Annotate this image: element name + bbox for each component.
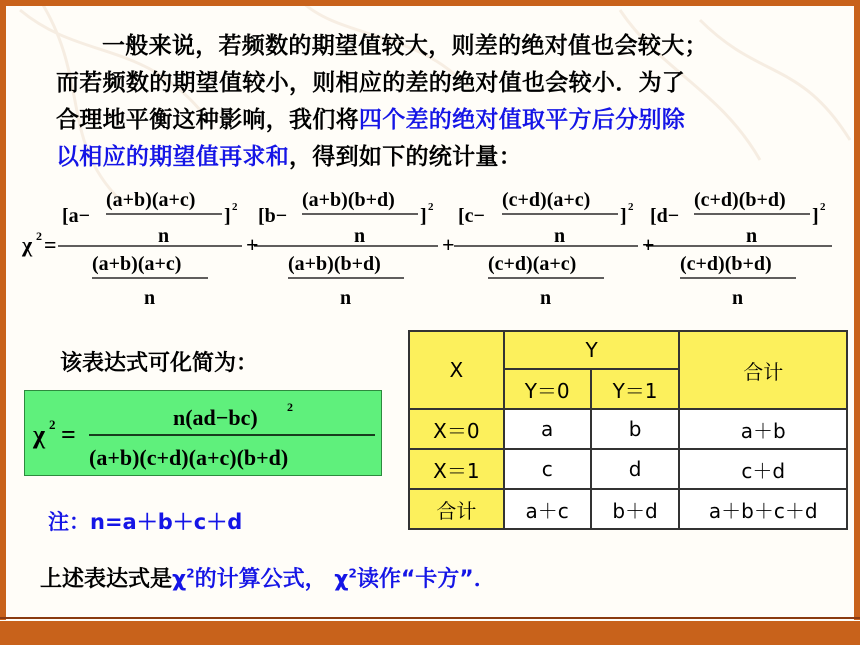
term-4-inner-denominator: n bbox=[746, 225, 758, 247]
term-1-power: 2 bbox=[232, 201, 238, 213]
bottom-sentence bbox=[40, 562, 496, 593]
cell-b: b bbox=[591, 409, 680, 449]
formula-equals: = bbox=[44, 232, 57, 257]
para-line-4: ，得到如下的统计量： bbox=[289, 144, 522, 170]
term-1-inner-numerator: (a+b)(a+c) bbox=[106, 189, 196, 211]
para-line-3-highlight: 四个差的绝对值取平方后分别除 bbox=[358, 107, 686, 133]
term-4-close: ] bbox=[812, 205, 819, 227]
formula-chi: χ bbox=[22, 232, 33, 257]
cell-grand-total: a＋b＋c＋d bbox=[679, 489, 847, 529]
bottom-sup-1: 2 bbox=[186, 566, 195, 581]
term-1-close: ] bbox=[224, 205, 231, 227]
term-2-inner-denominator: n bbox=[354, 225, 366, 247]
simplified-chi: χ bbox=[33, 420, 46, 449]
term-2-outer-denominator: n bbox=[340, 287, 352, 309]
cell-total-y0: a＋c bbox=[504, 489, 591, 529]
formula-chi-sup: 2 bbox=[36, 229, 42, 243]
row-label-total: 合计 bbox=[409, 489, 504, 529]
cell-total-y1: b＋d bbox=[591, 489, 680, 529]
simplified-numerator-sup: 2 bbox=[287, 400, 293, 414]
para-line-1: 一般来说，若频数的期望值较大，则差的绝对值也会较大； bbox=[102, 33, 708, 59]
simplified-formula-box bbox=[24, 390, 382, 476]
bottom-divider bbox=[0, 617, 860, 619]
cell-a: a bbox=[504, 409, 591, 449]
simplified-chi-sup: 2 bbox=[49, 417, 56, 432]
term-3-inner-denominator: n bbox=[554, 225, 566, 247]
bottom-suffix: 读作“卡方”． bbox=[356, 567, 496, 592]
term-1-inner-denominator: n bbox=[158, 225, 170, 247]
formula-plus-1: + bbox=[246, 232, 259, 257]
row-label-x0: X＝0 bbox=[409, 409, 504, 449]
header-x: X bbox=[409, 331, 504, 409]
term-3-outer-denominator: n bbox=[540, 287, 552, 309]
header-total: 合计 bbox=[679, 331, 847, 409]
term-3-power: 2 bbox=[628, 201, 634, 213]
header-y1: Y＝1 bbox=[591, 369, 680, 409]
term-2-prefix: [b− bbox=[258, 205, 288, 227]
cell-total-x1: c＋d bbox=[679, 449, 847, 489]
term-2-close: ] bbox=[420, 205, 427, 227]
bottom-prefix: 上述表达式是 bbox=[40, 567, 173, 592]
term-4-inner-numerator: (c+d)(b+d) bbox=[694, 189, 786, 211]
term-3-prefix: [c− bbox=[458, 205, 485, 227]
bottom-band bbox=[0, 621, 860, 645]
cell-total-x0: a＋b bbox=[679, 409, 847, 449]
row-label-x1: X＝1 bbox=[409, 449, 504, 489]
simplified-equals: = bbox=[61, 420, 76, 449]
para-line-2: 而若频数的期望值较小，则相应的差的绝对值也会较小．为了 bbox=[56, 70, 686, 96]
simplify-label: 该表达式可化简为： bbox=[60, 351, 259, 376]
term-2-inner-numerator: (a+b)(b+d) bbox=[302, 189, 395, 211]
simplified-numerator: n(ad−bc) bbox=[173, 405, 258, 430]
term-3-outer-numerator: (c+d)(a+c) bbox=[488, 253, 577, 275]
note-text: 注：n=a＋b＋c＋d bbox=[48, 510, 243, 534]
bottom-chi-1: χ bbox=[172, 567, 187, 592]
header-y0: Y＝0 bbox=[504, 369, 591, 409]
formula-plus-2: + bbox=[442, 232, 455, 257]
term-1-outer-denominator: n bbox=[144, 287, 156, 309]
bottom-sup-2: 2 bbox=[348, 566, 357, 581]
term-1-prefix: [a− bbox=[62, 205, 91, 227]
term-2-outer-numerator: (a+b)(b+d) bbox=[288, 253, 381, 275]
formula-plus-3: + bbox=[642, 232, 655, 257]
chi-square-formula bbox=[0, 0, 860, 320]
term-1-outer-numerator: (a+b)(a+c) bbox=[92, 253, 182, 275]
bottom-mid: 的计算公式， bbox=[194, 567, 327, 592]
para-line-4-highlight: 以相应的期望值再求和 bbox=[56, 144, 289, 170]
simplified-denominator: (a+b)(c+d)(a+c)(b+d) bbox=[89, 445, 289, 470]
contingency-table bbox=[408, 330, 848, 530]
cell-c: c bbox=[504, 449, 591, 489]
header-y: Y bbox=[504, 331, 680, 369]
term-3-close: ] bbox=[620, 205, 627, 227]
term-4-outer-denominator: n bbox=[732, 287, 744, 309]
cell-d: d bbox=[591, 449, 680, 489]
term-4-power: 2 bbox=[820, 201, 826, 213]
para-line-3: 合理地平衡这种影响，我们将 bbox=[56, 107, 359, 133]
term-3-inner-numerator: (c+d)(a+c) bbox=[502, 189, 591, 211]
term-2-power: 2 bbox=[428, 201, 434, 213]
term-4-outer-numerator: (c+d)(b+d) bbox=[680, 253, 772, 275]
simplified-formula bbox=[25, 391, 381, 475]
bottom-chi-2: χ bbox=[334, 567, 349, 592]
term-4-prefix: [d− bbox=[650, 205, 680, 227]
